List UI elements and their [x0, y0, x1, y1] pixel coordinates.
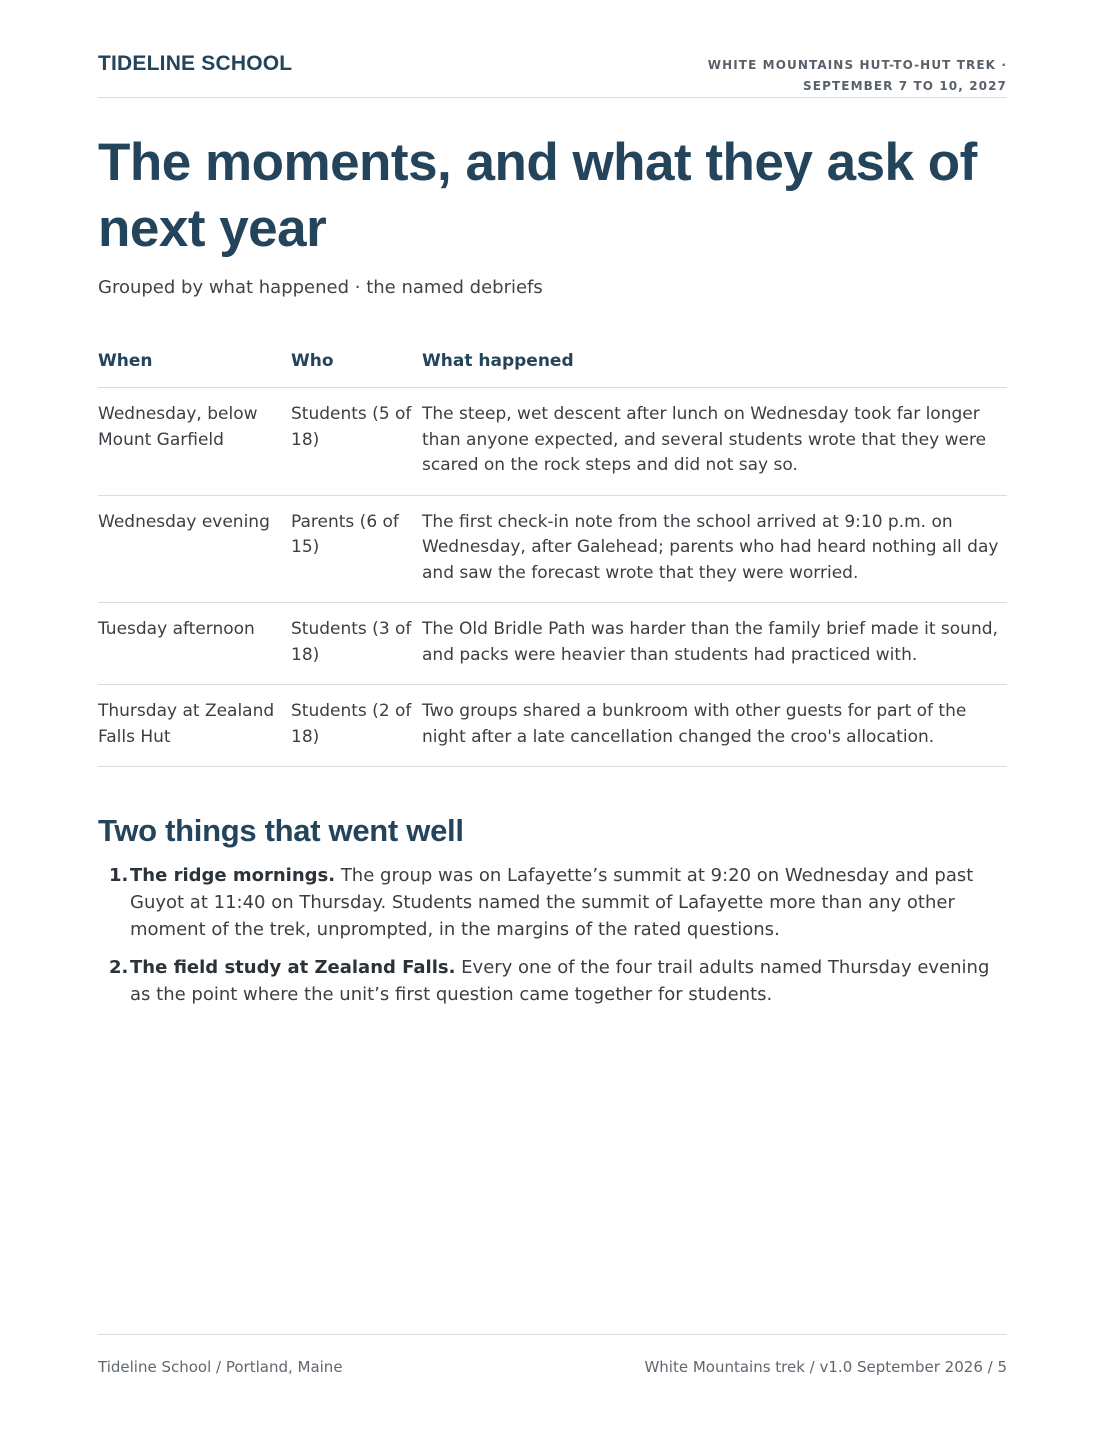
table-row: [98, 685, 1007, 767]
table-row: [98, 603, 1007, 685]
cell-when: Wednesday evening: [98, 495, 291, 603]
cell-what: The Old Bridle Path was harder than the family brief made it sound, and packs were heavier than students had practiced with.: [422, 603, 1007, 685]
table-row: [98, 495, 1007, 603]
cell-who: Parents (6 of 15): [291, 495, 422, 603]
item-text: Every one of the four trail adults named Thursday evening as the point where the unit’s first question came together for students.: [130, 957, 990, 1005]
page-header: [98, 50, 1007, 98]
cell-what: The steep, wet descent after lunch on Wednesday took far longer than anyone expected, and several students wrote that they were scared on the rock steps and did not say so.: [422, 388, 1007, 496]
page-subtitle: Grouped by what happened · the named debriefs: [98, 277, 543, 298]
column-header-who: Who: [291, 340, 422, 388]
trip-info: [708, 55, 1007, 97]
item-number: 2.: [109, 957, 129, 978]
footer-doc-info: White Mountains trek / v1.0 September 2026 / 5: [644, 1358, 1007, 1376]
trip-dates: SEPTEMBER 7 TO 10, 2027: [803, 79, 1007, 93]
item-lead: The ridge mornings.: [130, 865, 336, 886]
table-header-row: [98, 340, 1007, 388]
list-item: [98, 862, 1007, 943]
trip-name: WHITE MOUNTAINS HUT-TO-HUT TREK ·: [707, 58, 1007, 72]
cell-when: Tuesday afternoon: [98, 603, 291, 685]
school-brand: TIDELINE SCHOOL: [98, 52, 293, 75]
cell-when: Thursday at Zealand Falls Hut: [98, 685, 291, 767]
page: [98, 0, 1007, 1430]
cell-who: Students (5 of 18): [291, 388, 422, 496]
went-well-list: [98, 862, 1007, 1019]
table-row: [98, 388, 1007, 496]
moments-table: [98, 340, 1007, 767]
cell-what: The first check-in note from the school arrived at 9:10 p.m. on Wednesday, after Galehead; parents who had heard nothing all day and saw the forecast wrote that they were worried.: [422, 495, 1007, 603]
item-number: 1.: [109, 865, 129, 886]
column-header-what: What happened: [422, 340, 1007, 388]
cell-who: Students (3 of 18): [291, 603, 422, 685]
cell-who: Students (2 of 18): [291, 685, 422, 767]
footer-school: Tideline School / Portland, Maine: [98, 1358, 343, 1376]
item-text: The group was on Lafayette’s summit at 9:20 on Wednesday and past Guyot at 11:40 on Thursday. Students named the summit of Lafayette more than any other moment of the trek, unprompted, in the margins of the rated questions.: [130, 865, 974, 940]
list-item: [98, 954, 1007, 1008]
page-title: The moments, and what they ask of next year: [98, 133, 977, 258]
cell-what: Two groups shared a bunkroom with other guests for part of the night after a late cancellation changed the croo's allocation.: [422, 685, 1007, 767]
column-header-when: When: [98, 340, 291, 388]
item-lead: The field study at Zealand Falls.: [130, 957, 456, 978]
section-heading-went-well: Two things that went well: [98, 813, 464, 848]
cell-when: Wednesday, below Mount Garfield: [98, 388, 291, 496]
page-footer: [98, 1334, 1007, 1395]
